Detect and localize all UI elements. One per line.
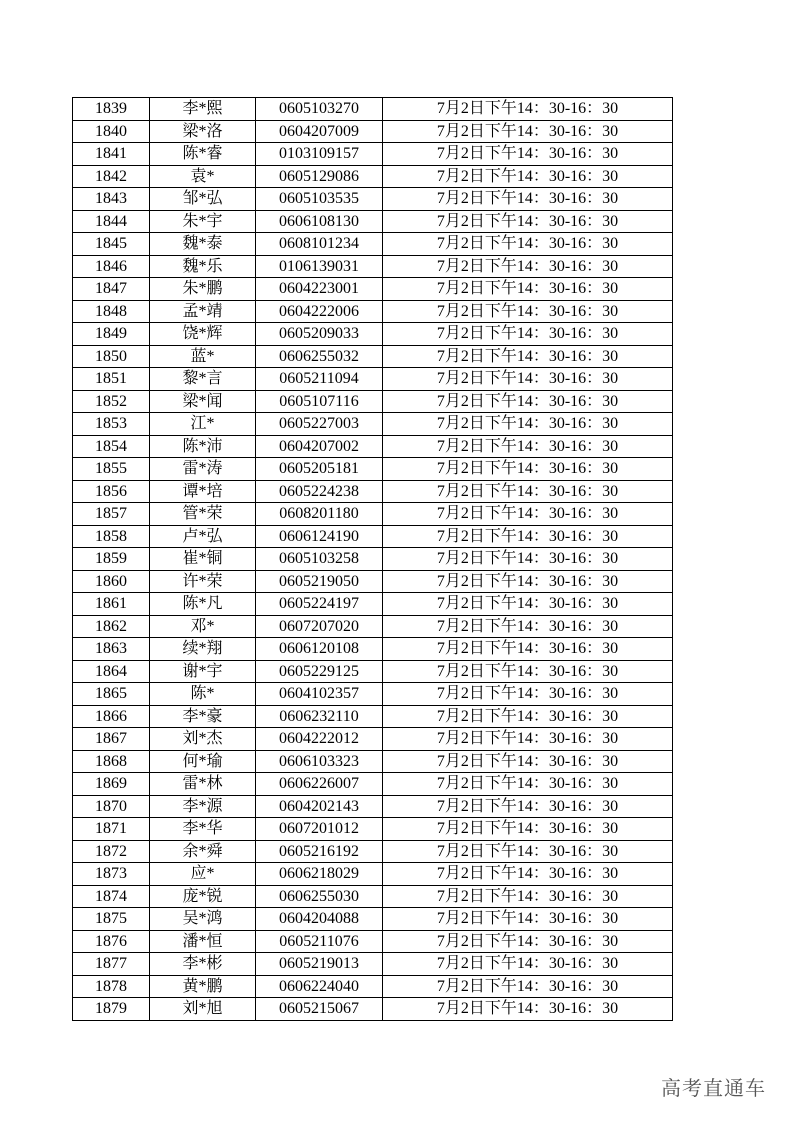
table-row	[73, 120, 673, 143]
row-number-cell: 1843	[73, 188, 150, 211]
row-number-cell: 1857	[73, 503, 150, 526]
row-number-cell: 1874	[73, 885, 150, 908]
row-number-cell: 1876	[73, 930, 150, 953]
exam-time-cell: 7月2日下午14：30-16：30	[383, 278, 673, 301]
student-name-cell: 卢*弘	[150, 525, 256, 548]
row-number-cell: 1878	[73, 975, 150, 998]
student-name-cell: 庞*锐	[150, 885, 256, 908]
table-row	[73, 165, 673, 188]
table-row	[73, 255, 673, 278]
exam-id-cell: 0608201180	[256, 503, 383, 526]
exam-id-cell: 0106139031	[256, 255, 383, 278]
exam-id-cell: 0605219013	[256, 953, 383, 976]
exam-time-cell: 7月2日下午14：30-16：30	[383, 593, 673, 616]
student-name-cell: 雷*涛	[150, 458, 256, 481]
table-row	[73, 840, 673, 863]
exam-id-cell: 0605229125	[256, 660, 383, 683]
exam-time-cell: 7月2日下午14：30-16：30	[383, 975, 673, 998]
exam-id-cell: 0604222006	[256, 300, 383, 323]
student-name-cell: 魏*泰	[150, 233, 256, 256]
exam-time-cell: 7月2日下午14：30-16：30	[383, 525, 673, 548]
student-name-cell: 李*彬	[150, 953, 256, 976]
student-name-cell: 孟*靖	[150, 300, 256, 323]
row-number-cell: 1844	[73, 210, 150, 233]
table-row	[73, 300, 673, 323]
table-row	[73, 795, 673, 818]
row-number-cell: 1866	[73, 705, 150, 728]
table-row	[73, 863, 673, 886]
exam-time-cell: 7月2日下午14：30-16：30	[383, 413, 673, 436]
exam-time-cell: 7月2日下午14：30-16：30	[383, 773, 673, 796]
exam-id-cell: 0605205181	[256, 458, 383, 481]
row-number-cell: 1879	[73, 998, 150, 1021]
exam-time-cell: 7月2日下午14：30-16：30	[383, 368, 673, 391]
exam-id-cell: 0607207020	[256, 615, 383, 638]
table-row	[73, 210, 673, 233]
student-name-cell: 吴*鸿	[150, 908, 256, 931]
table-row	[73, 728, 673, 751]
student-name-cell: 梁*闻	[150, 390, 256, 413]
student-name-cell: 刘*杰	[150, 728, 256, 751]
exam-id-cell: 0604102357	[256, 683, 383, 706]
exam-time-cell: 7月2日下午14：30-16：30	[383, 98, 673, 121]
table-row	[73, 773, 673, 796]
exam-time-cell: 7月2日下午14：30-16：30	[383, 548, 673, 571]
exam-id-cell: 0606226007	[256, 773, 383, 796]
exam-id-cell: 0606224040	[256, 975, 383, 998]
exam-id-cell: 0606218029	[256, 863, 383, 886]
exam-time-cell: 7月2日下午14：30-16：30	[383, 300, 673, 323]
exam-time-cell: 7月2日下午14：30-16：30	[383, 818, 673, 841]
row-number-cell: 1864	[73, 660, 150, 683]
exam-id-cell: 0606232110	[256, 705, 383, 728]
table-row	[73, 345, 673, 368]
table-row	[73, 885, 673, 908]
roster-body	[73, 98, 673, 1021]
row-number-cell: 1853	[73, 413, 150, 436]
exam-id-cell: 0605107116	[256, 390, 383, 413]
exam-id-cell: 0605211076	[256, 930, 383, 953]
student-name-cell: 应*	[150, 863, 256, 886]
exam-time-cell: 7月2日下午14：30-16：30	[383, 120, 673, 143]
row-number-cell: 1875	[73, 908, 150, 931]
student-name-cell: 谢*宇	[150, 660, 256, 683]
table-row	[73, 525, 673, 548]
exam-time-cell: 7月2日下午14：30-16：30	[383, 390, 673, 413]
table-row	[73, 143, 673, 166]
row-number-cell: 1872	[73, 840, 150, 863]
exam-time-cell: 7月2日下午14：30-16：30	[383, 480, 673, 503]
row-number-cell: 1840	[73, 120, 150, 143]
row-number-cell: 1852	[73, 390, 150, 413]
row-number-cell: 1860	[73, 570, 150, 593]
exam-time-cell: 7月2日下午14：30-16：30	[383, 930, 673, 953]
table-row	[73, 908, 673, 931]
student-name-cell: 朱*宇	[150, 210, 256, 233]
exam-id-cell: 0605103270	[256, 98, 383, 121]
exam-time-cell: 7月2日下午14：30-16：30	[383, 615, 673, 638]
exam-id-cell: 0103109157	[256, 143, 383, 166]
exam-time-cell: 7月2日下午14：30-16：30	[383, 233, 673, 256]
row-number-cell: 1855	[73, 458, 150, 481]
row-number-cell: 1846	[73, 255, 150, 278]
student-name-cell: 李*熙	[150, 98, 256, 121]
student-name-cell: 雷*林	[150, 773, 256, 796]
exam-id-cell: 0605211094	[256, 368, 383, 391]
student-name-cell: 黎*言	[150, 368, 256, 391]
row-number-cell: 1870	[73, 795, 150, 818]
exam-id-cell: 0605129086	[256, 165, 383, 188]
exam-id-cell: 0606255032	[256, 345, 383, 368]
row-number-cell: 1859	[73, 548, 150, 571]
table-row	[73, 233, 673, 256]
exam-id-cell: 0605224197	[256, 593, 383, 616]
row-number-cell: 1871	[73, 818, 150, 841]
exam-time-cell: 7月2日下午14：30-16：30	[383, 503, 673, 526]
student-name-cell: 蓝*	[150, 345, 256, 368]
student-name-cell: 谭*培	[150, 480, 256, 503]
student-name-cell: 黄*鹏	[150, 975, 256, 998]
student-name-cell: 陈*	[150, 683, 256, 706]
row-number-cell: 1873	[73, 863, 150, 886]
student-name-cell: 朱*鹏	[150, 278, 256, 301]
student-name-cell: 李*华	[150, 818, 256, 841]
exam-time-cell: 7月2日下午14：30-16：30	[383, 840, 673, 863]
table-row	[73, 975, 673, 998]
row-number-cell: 1856	[73, 480, 150, 503]
student-name-cell: 邓*	[150, 615, 256, 638]
student-name-cell: 崔*铜	[150, 548, 256, 571]
row-number-cell: 1869	[73, 773, 150, 796]
table-row	[73, 705, 673, 728]
exam-time-cell: 7月2日下午14：30-16：30	[383, 210, 673, 233]
exam-time-cell: 7月2日下午14：30-16：30	[383, 165, 673, 188]
exam-id-cell: 0605224238	[256, 480, 383, 503]
exam-id-cell: 0605216192	[256, 840, 383, 863]
exam-time-cell: 7月2日下午14：30-16：30	[383, 323, 673, 346]
row-number-cell: 1861	[73, 593, 150, 616]
student-name-cell: 邹*弘	[150, 188, 256, 211]
student-name-cell: 潘*恒	[150, 930, 256, 953]
exam-time-cell: 7月2日下午14：30-16：30	[383, 188, 673, 211]
table-row	[73, 413, 673, 436]
student-name-cell: 魏*乐	[150, 255, 256, 278]
exam-time-cell: 7月2日下午14：30-16：30	[383, 705, 673, 728]
student-name-cell: 何*瑜	[150, 750, 256, 773]
row-number-cell: 1842	[73, 165, 150, 188]
roster-table	[72, 97, 673, 1021]
student-name-cell: 许*荣	[150, 570, 256, 593]
table-row	[73, 390, 673, 413]
exam-id-cell: 0605219050	[256, 570, 383, 593]
row-number-cell: 1877	[73, 953, 150, 976]
student-name-cell: 袁*	[150, 165, 256, 188]
student-name-cell: 刘*旭	[150, 998, 256, 1021]
exam-id-cell: 0605103535	[256, 188, 383, 211]
table-row	[73, 638, 673, 661]
exam-id-cell: 0606120108	[256, 638, 383, 661]
exam-id-cell: 0606124190	[256, 525, 383, 548]
exam-time-cell: 7月2日下午14：30-16：30	[383, 255, 673, 278]
table-row	[73, 683, 673, 706]
row-number-cell: 1863	[73, 638, 150, 661]
exam-time-cell: 7月2日下午14：30-16：30	[383, 998, 673, 1021]
row-number-cell: 1867	[73, 728, 150, 751]
exam-time-cell: 7月2日下午14：30-16：30	[383, 885, 673, 908]
table-row	[73, 818, 673, 841]
row-number-cell: 1862	[73, 615, 150, 638]
table-row	[73, 98, 673, 121]
exam-time-cell: 7月2日下午14：30-16：30	[383, 795, 673, 818]
exam-id-cell: 0606255030	[256, 885, 383, 908]
table-row	[73, 953, 673, 976]
student-name-cell: 李*源	[150, 795, 256, 818]
student-name-cell: 陈*凡	[150, 593, 256, 616]
exam-id-cell: 0604223001	[256, 278, 383, 301]
exam-id-cell: 0604207002	[256, 435, 383, 458]
table-row	[73, 368, 673, 391]
exam-id-cell: 0606103323	[256, 750, 383, 773]
row-number-cell: 1865	[73, 683, 150, 706]
row-number-cell: 1839	[73, 98, 150, 121]
row-number-cell: 1850	[73, 345, 150, 368]
exam-time-cell: 7月2日下午14：30-16：30	[383, 638, 673, 661]
student-name-cell: 江*	[150, 413, 256, 436]
student-name-cell: 管*荣	[150, 503, 256, 526]
row-number-cell: 1845	[73, 233, 150, 256]
row-number-cell: 1841	[73, 143, 150, 166]
row-number-cell: 1847	[73, 278, 150, 301]
table-row	[73, 188, 673, 211]
exam-time-cell: 7月2日下午14：30-16：30	[383, 660, 673, 683]
exam-id-cell: 0604202143	[256, 795, 383, 818]
table-row	[73, 593, 673, 616]
table-row	[73, 503, 673, 526]
exam-id-cell: 0604222012	[256, 728, 383, 751]
exam-time-cell: 7月2日下午14：30-16：30	[383, 458, 673, 481]
student-name-cell: 梁*洛	[150, 120, 256, 143]
table-row	[73, 615, 673, 638]
exam-id-cell: 0605227003	[256, 413, 383, 436]
exam-id-cell: 0607201012	[256, 818, 383, 841]
exam-time-cell: 7月2日下午14：30-16：30	[383, 435, 673, 458]
exam-id-cell: 0605215067	[256, 998, 383, 1021]
table-row	[73, 930, 673, 953]
table-row	[73, 998, 673, 1021]
student-name-cell: 陈*睿	[150, 143, 256, 166]
exam-id-cell: 0605209033	[256, 323, 383, 346]
exam-time-cell: 7月2日下午14：30-16：30	[383, 143, 673, 166]
exam-id-cell: 0605103258	[256, 548, 383, 571]
exam-id-cell: 0606108130	[256, 210, 383, 233]
exam-time-cell: 7月2日下午14：30-16：30	[383, 728, 673, 751]
exam-id-cell: 0608101234	[256, 233, 383, 256]
exam-time-cell: 7月2日下午14：30-16：30	[383, 953, 673, 976]
table-row	[73, 458, 673, 481]
table-row	[73, 278, 673, 301]
table-row	[73, 660, 673, 683]
table-row	[73, 435, 673, 458]
table-row	[73, 570, 673, 593]
row-number-cell: 1854	[73, 435, 150, 458]
exam-time-cell: 7月2日下午14：30-16：30	[383, 570, 673, 593]
table-row	[73, 548, 673, 571]
student-name-cell: 陈*沛	[150, 435, 256, 458]
student-name-cell: 续*翔	[150, 638, 256, 661]
exam-id-cell: 0604207009	[256, 120, 383, 143]
table-row	[73, 323, 673, 346]
student-name-cell: 饶*辉	[150, 323, 256, 346]
exam-time-cell: 7月2日下午14：30-16：30	[383, 345, 673, 368]
row-number-cell: 1848	[73, 300, 150, 323]
row-number-cell: 1851	[73, 368, 150, 391]
table-row	[73, 750, 673, 773]
row-number-cell: 1858	[73, 525, 150, 548]
exam-id-cell: 0604204088	[256, 908, 383, 931]
exam-time-cell: 7月2日下午14：30-16：30	[383, 908, 673, 931]
student-name-cell: 李*豪	[150, 705, 256, 728]
exam-time-cell: 7月2日下午14：30-16：30	[383, 683, 673, 706]
student-name-cell: 余*舜	[150, 840, 256, 863]
watermark-text: 高考直通车	[661, 1076, 766, 1100]
row-number-cell: 1868	[73, 750, 150, 773]
exam-time-cell: 7月2日下午14：30-16：30	[383, 863, 673, 886]
row-number-cell: 1849	[73, 323, 150, 346]
exam-time-cell: 7月2日下午14：30-16：30	[383, 750, 673, 773]
table-row	[73, 480, 673, 503]
